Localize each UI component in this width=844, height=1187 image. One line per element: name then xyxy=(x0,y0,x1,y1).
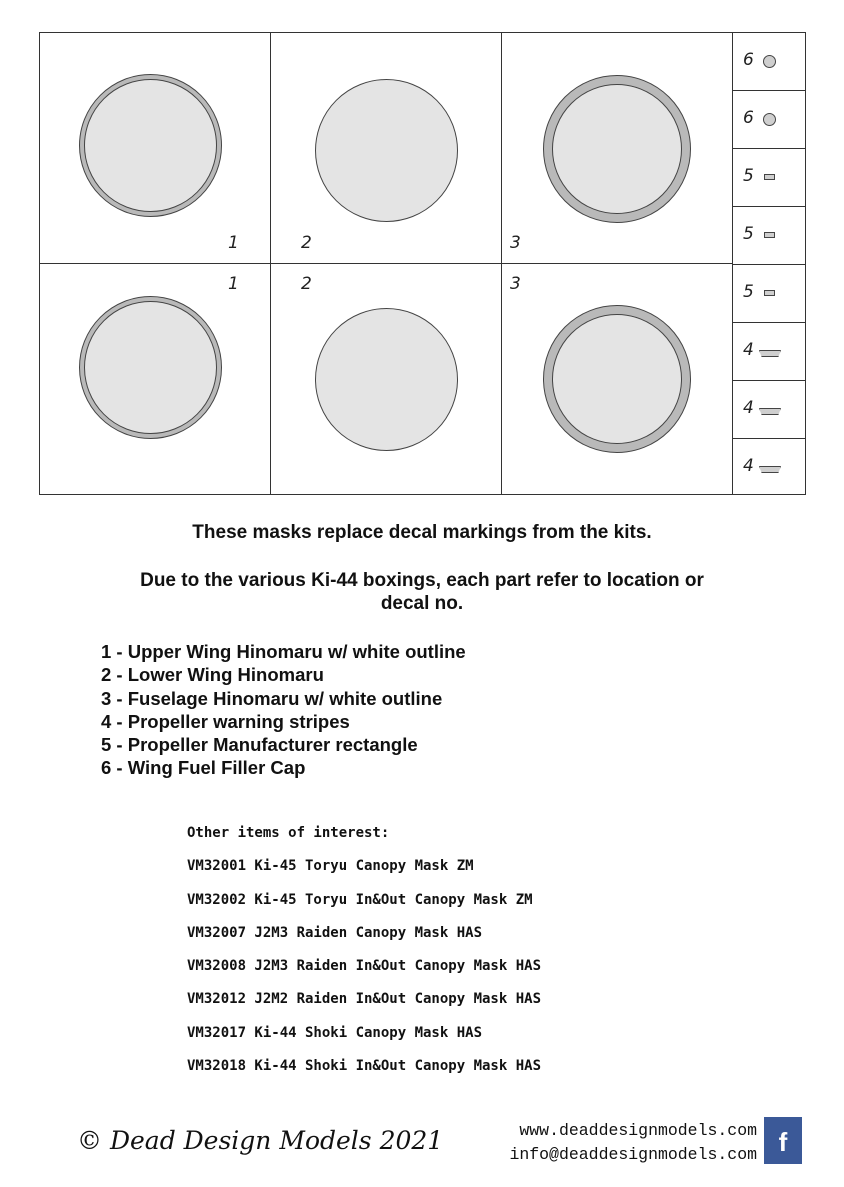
part-number: 4 xyxy=(743,456,754,476)
other-item: VM32018 Ki-44 Shoki In&Out Canopy Mask HAS xyxy=(187,1058,542,1075)
website-link[interactable]: www.deaddesignmodels.com xyxy=(519,1121,757,1140)
legend-item: 5 - Propeller Manufacturer rectangle xyxy=(101,734,418,756)
manufacturer-rectangle-mask xyxy=(764,290,775,296)
other-item: VM32008 J2M3 Raiden In&Out Canopy Mask HAS xyxy=(187,958,542,975)
lower-wing-hinomaru-mask xyxy=(315,308,458,451)
propeller-stripe-mask xyxy=(759,350,781,357)
part-number: 2 xyxy=(301,274,312,294)
mask-cell-lower-wing-bottom xyxy=(271,264,502,495)
note-boxings-line1: Due to the various Ki-44 boxings, each part refer to location or xyxy=(140,570,704,591)
part-number: 1 xyxy=(228,233,239,253)
upper-wing-hinomaru-outlined-mask xyxy=(79,296,222,439)
other-item: VM32017 Ki-44 Shoki Canopy Mask HAS xyxy=(187,1024,483,1041)
mask-cell-upper-wing-bottom xyxy=(40,264,271,495)
propeller-stripe-mask xyxy=(759,408,781,415)
propeller-stripe-mask xyxy=(759,466,781,473)
legend-item: 2 - Lower Wing Hinomaru xyxy=(101,664,324,686)
contact-info xyxy=(509,1119,757,1167)
fuel-filler-cap-mask xyxy=(763,113,776,126)
part-number: 4 xyxy=(743,340,754,360)
parts-legend xyxy=(101,640,466,780)
part-number: 2 xyxy=(301,233,312,253)
side-cell-manufacturer-rect xyxy=(733,265,806,323)
fuel-filler-cap-mask xyxy=(763,55,776,68)
mask-cell-fuselage-bottom xyxy=(502,264,733,495)
mask-cell-upper-wing-top xyxy=(40,33,271,264)
fuselage-hinomaru-outlined-mask xyxy=(543,305,691,453)
facebook-icon[interactable]: f xyxy=(764,1117,802,1164)
part-number: 3 xyxy=(510,274,521,294)
manufacturer-rectangle-mask xyxy=(764,174,775,180)
part-number: 5 xyxy=(743,282,754,302)
legend-item: 3 - Fuselage Hinomaru w/ white outline xyxy=(101,687,443,709)
side-cell-propeller-stripe xyxy=(733,323,806,381)
upper-wing-hinomaru-outlined-mask xyxy=(79,74,222,217)
copyright-notice: © Dead Design Models 2021 xyxy=(77,1126,444,1155)
fuselage-hinomaru-outlined-mask xyxy=(543,75,691,223)
other-item: VM32001 Ki-45 Toryu Canopy Mask ZM xyxy=(187,858,474,875)
side-cell-fuel-cap xyxy=(733,33,806,91)
other-items-heading: Other items of interest: xyxy=(187,825,390,841)
note-replace-decals: These masks replace decal markings from the kits. xyxy=(192,522,652,543)
side-cell-propeller-stripe xyxy=(733,381,806,439)
side-cell-propeller-stripe xyxy=(733,439,806,497)
other-item: VM32007 J2M3 Raiden Canopy Mask HAS xyxy=(187,924,483,941)
mask-sheet xyxy=(39,32,806,495)
part-number: 6 xyxy=(743,108,754,128)
side-cell-manufacturer-rect xyxy=(733,207,806,265)
mask-cell-fuselage-top xyxy=(502,33,733,264)
email-link[interactable]: info@deaddesignmodels.com xyxy=(509,1145,757,1164)
other-item: VM32002 Ki-45 Toryu In&Out Canopy Mask ZM xyxy=(187,891,533,908)
part-number: 1 xyxy=(228,274,239,294)
manufacturer-rectangle-mask xyxy=(764,232,775,238)
other-item: VM32012 J2M2 Raiden In&Out Canopy Mask HAS xyxy=(187,991,542,1008)
part-number: 3 xyxy=(510,233,521,253)
legend-item: 1 - Upper Wing Hinomaru w/ white outline xyxy=(101,641,466,662)
part-number: 6 xyxy=(743,50,754,70)
other-items-list xyxy=(187,825,541,1091)
part-number: 5 xyxy=(743,166,754,186)
legend-item: 6 - Wing Fuel Filler Cap xyxy=(101,757,306,779)
mask-cell-lower-wing-top xyxy=(271,33,502,264)
part-number: 4 xyxy=(743,398,754,418)
lower-wing-hinomaru-mask xyxy=(315,79,458,222)
part-number: 5 xyxy=(743,224,754,244)
side-cell-fuel-cap xyxy=(733,91,806,149)
side-cell-manufacturer-rect xyxy=(733,149,806,207)
note-boxings-line2: decal no. xyxy=(380,593,464,614)
legend-item: 4 - Propeller warning stripes xyxy=(101,710,350,732)
